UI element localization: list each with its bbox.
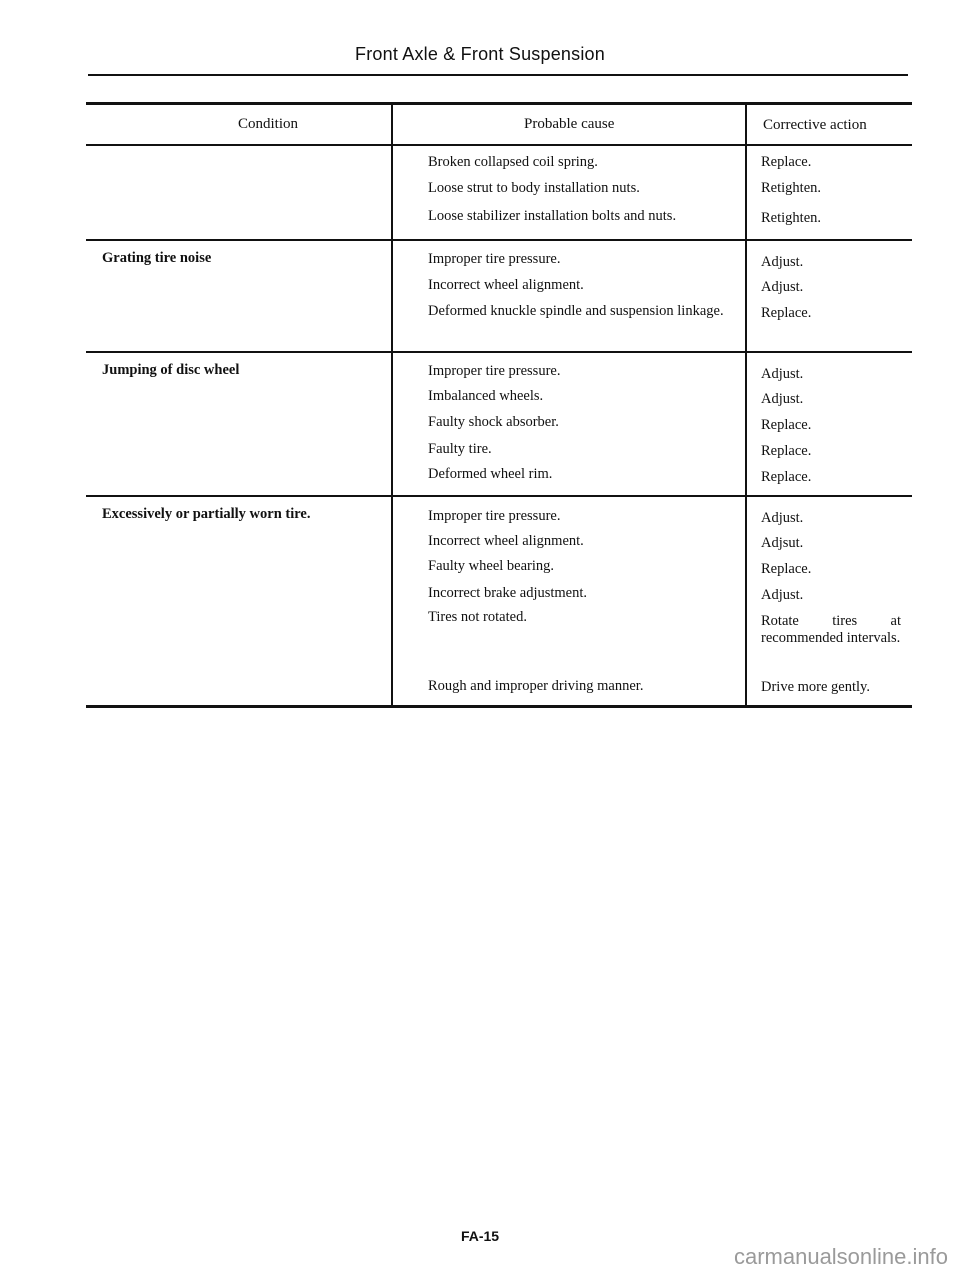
action-cell: Replace. [761, 417, 812, 433]
cause-cell: Deformed wheel rim. [428, 466, 553, 482]
page-number: FA-15 [460, 1228, 500, 1244]
action-cell: Replace. [761, 469, 812, 485]
group-divider [86, 239, 912, 241]
column-divider-1 [391, 102, 393, 706]
cause-cell: Improper tire pressure. [428, 363, 561, 379]
action-cell: Adjust. [761, 254, 804, 270]
cause-cell: Incorrect wheel alignment. [428, 277, 584, 293]
column-header-condition: Condition [238, 116, 299, 132]
cause-cell: Faulty wheel bearing. [428, 558, 555, 574]
action-cell: Replace. [761, 443, 812, 459]
action-cell: Retighten. [761, 210, 822, 226]
table-bottom-rule [86, 705, 912, 708]
column-header-corrective-action: Corrective action [763, 117, 867, 133]
action-cell: Replace. [761, 154, 812, 170]
action-cell: Replace. [761, 561, 812, 577]
cause-cell: Broken collapsed coil spring. [428, 154, 598, 170]
action-cell: Adjust. [761, 510, 804, 526]
cause-cell: Loose stabilizer installation bolts and nuts. [428, 208, 677, 224]
action-cell: Adjust. [761, 587, 804, 603]
cause-cell: Incorrect wheel alignment. [428, 533, 584, 549]
action-cell: Retighten. [761, 180, 822, 196]
column-header-probable-cause: Probable cause [524, 116, 615, 132]
header-bottom-rule [86, 144, 912, 146]
action-cell: Adjsut. [761, 535, 804, 551]
cause-cell: Improper tire pressure. [428, 508, 561, 524]
action-cell: Adjust. [761, 279, 804, 295]
page-header: Front Axle & Front Suspension [355, 44, 605, 64]
header-rule [88, 74, 908, 76]
action-cell: Drive more gently. [761, 679, 870, 695]
group-divider [86, 495, 912, 497]
group-divider [86, 351, 912, 353]
table-top-rule [86, 102, 912, 105]
cause-cell: Imbalanced wheels. [428, 388, 544, 404]
column-divider-2 [745, 102, 747, 706]
cause-cell: Deformed knuckle spindle and suspension linkage. [428, 303, 724, 319]
action-cell: Adjust. [761, 366, 804, 382]
cause-cell: Tires not rotated. [428, 609, 527, 625]
action-cell: Adjust. [761, 391, 804, 407]
condition-cell: Grating tire noise [102, 250, 212, 266]
action-cell: Replace. [761, 305, 812, 321]
cause-cell: Faulty tire. [428, 441, 492, 457]
condition-cell: Excessively or partially worn tire. [102, 506, 311, 522]
action-cell: Rotate tires at recommended intervals. [761, 613, 901, 646]
condition-cell: Jumping of disc wheel [102, 362, 240, 378]
cause-cell: Incorrect brake adjustment. [428, 585, 588, 601]
cause-cell: Faulty shock absorber. [428, 414, 559, 430]
cause-cell: Rough and improper driving manner. [428, 678, 644, 694]
cause-cell: Loose strut to body installation nuts. [428, 180, 640, 196]
cause-cell: Improper tire pressure. [428, 251, 561, 267]
watermark: carmanualsonline.info [733, 1244, 948, 1269]
